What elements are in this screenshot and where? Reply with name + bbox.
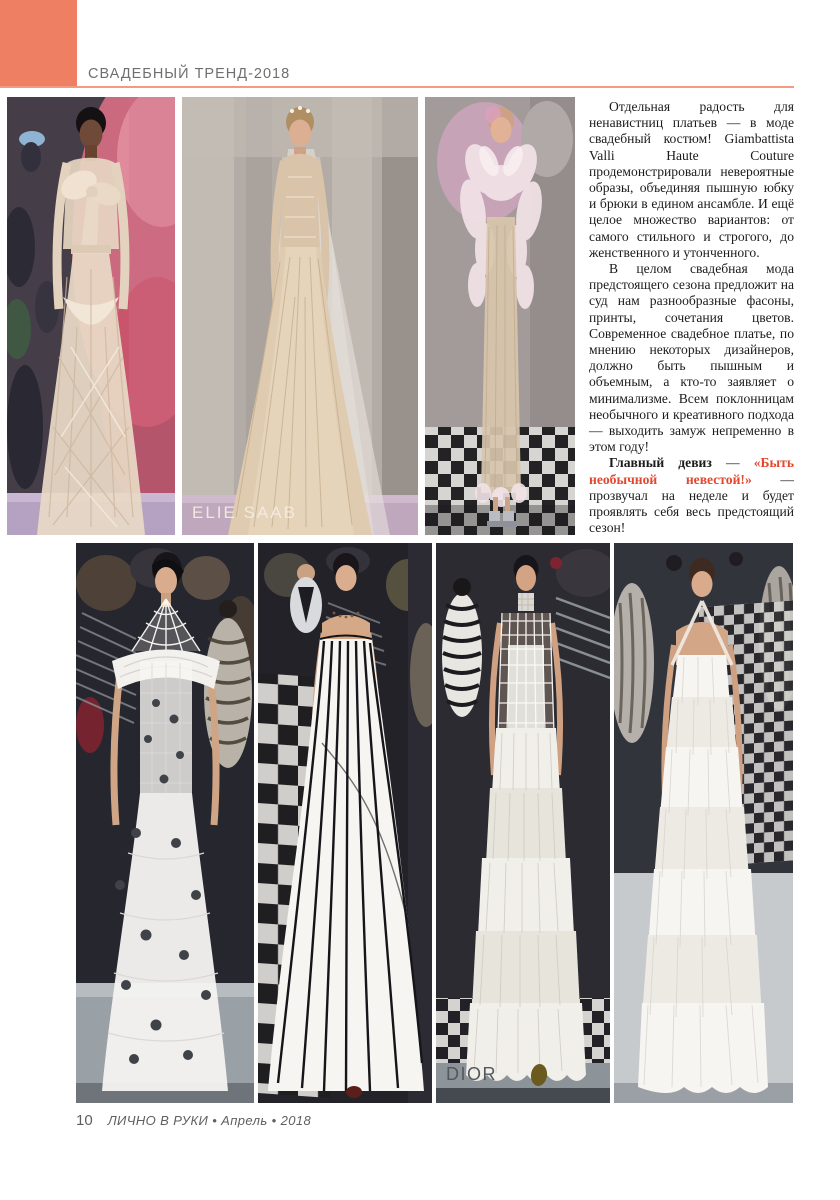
page-footer	[76, 1112, 311, 1130]
article-paragraph-3	[589, 455, 794, 536]
brand-label-elie-saab: ELIE SAAB	[192, 503, 297, 522]
article-paragraph-2: В целом свадебная мода предстоящего сезона предложит на суд нам разнообразные фасоны, принты, сочетания цветов. Современное свадебное платье, по мнению некоторых дизайнеров, должно быть пышным и объемным, а кто-то заявляет о минимализме. Всем поклонницам необычного и креативного подхода — выходить замуж непременно в этом году!	[589, 261, 794, 455]
runway-photo-look-1-art	[7, 97, 175, 535]
runway-photo-polka-dot-look	[76, 543, 254, 1103]
runway-photo-black-line-art	[258, 543, 432, 1103]
runway-photo-bride-veil	[182, 97, 418, 535]
runway-photo-bride-veil-art	[182, 97, 418, 535]
section-kicker: СВАДЕБНЫЙ ТРЕНД-2018	[88, 66, 291, 82]
article-motto: «Быть необычной невестой!»	[589, 455, 795, 487]
accent-corner-block	[0, 0, 77, 86]
brand-label-dior: DIOR	[446, 1064, 497, 1084]
runway-photo-ruffle-tier-look	[614, 543, 793, 1103]
article-paragraph-1: Отдельная радость для ненавистниц платьев — в моде свадебный костюм! Giambattista Valli Haute Couture продемонстрировали невероятные образы, объединяя пышную юбку и брюки в едином ансамбле. И ещё целое множество вариантов: от самого стильного и строгого, до женственного и утонченного.	[589, 99, 794, 260]
footer-credit: ЛИЧНО В РУКИ • Апрель • 2018	[107, 1113, 312, 1128]
runway-photo-feather-look-art	[425, 97, 575, 535]
runway-photo-polka-dot-art	[76, 543, 254, 1103]
runway-photo-black-line-look	[258, 543, 432, 1103]
article-dash: —	[711, 455, 754, 471]
article-paragraph-3-rest: — прозвучал на неделе и будет проявлять себя весь предстоящий сезон!	[589, 471, 794, 536]
runway-photo-tiered-lace-look	[436, 543, 610, 1103]
article-lead-phrase: Главный девиз	[609, 455, 712, 471]
runway-photo-tiered-lace-art	[436, 543, 610, 1103]
runway-photo-ruffle-tier-art	[614, 543, 793, 1103]
page-number: 10	[76, 1112, 93, 1129]
header-rule	[0, 86, 794, 88]
article-body	[589, 99, 794, 536]
runway-photo-look-1	[7, 97, 175, 535]
runway-photo-feather-look	[425, 97, 575, 535]
